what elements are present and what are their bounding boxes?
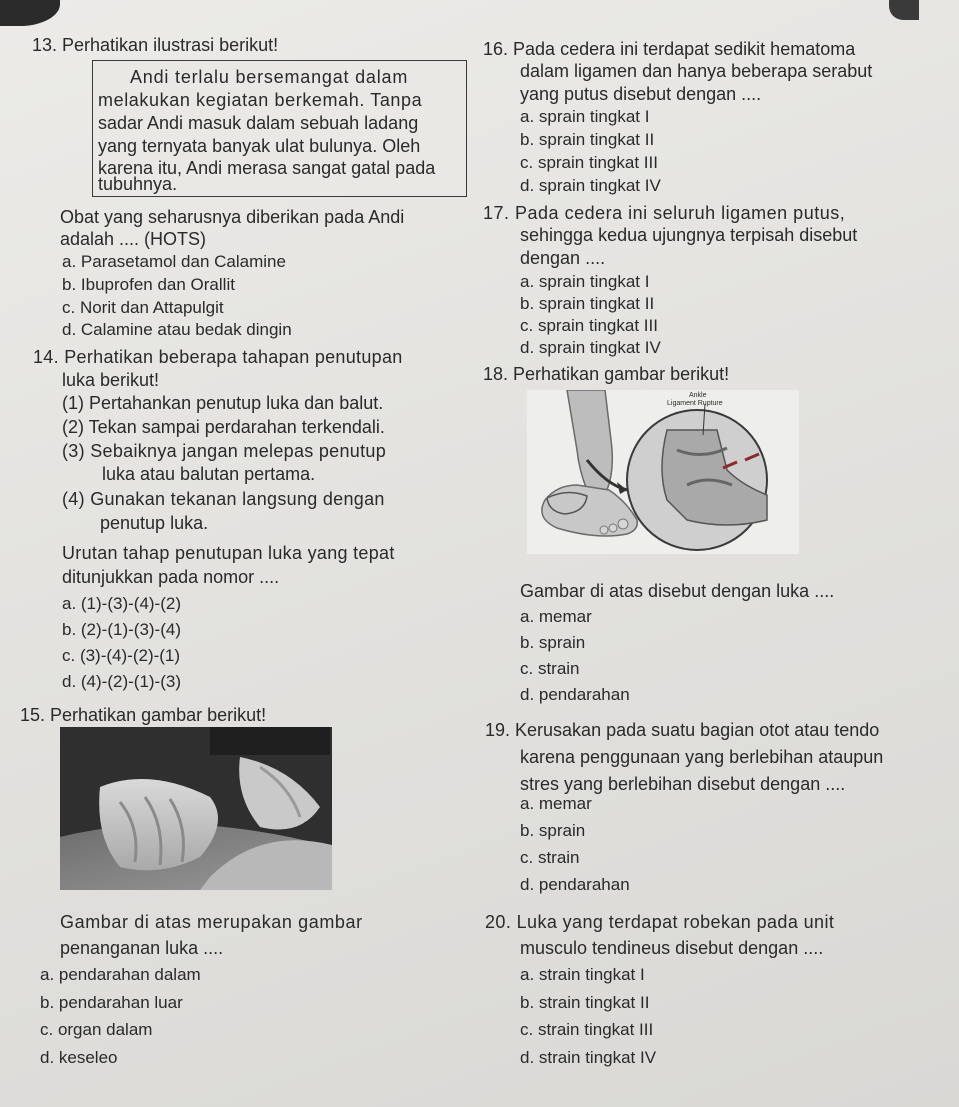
q15-question-line: penanganan luka .... <box>60 938 224 958</box>
q13-story-line: yang ternyata banyak ulat bulunya. Oleh <box>98 136 421 156</box>
q14-step: (3) Sebaiknya jangan melepas penutup <box>62 441 387 461</box>
q14-step-continued: luka atau balutan pertama. <box>102 464 316 484</box>
q14-step: (4) Gunakan tekanan langsung dengan <box>62 489 385 509</box>
q17-option-c[interactable]: c. sprain tingkat III <box>520 316 658 335</box>
q14-title-line: 14. Perhatikan beberapa tahapan penutupan <box>33 347 403 367</box>
q19-option-a[interactable]: a. memar <box>520 794 592 813</box>
q14-question-line: ditunjukkan pada nomor .... <box>62 567 280 587</box>
q18-question: Gambar di atas disebut dengan luka .... <box>520 581 835 601</box>
q13-question-line: Obat yang seharusnya diberikan pada Andi <box>60 207 405 227</box>
q19-option-b[interactable]: b. sprain <box>520 821 586 840</box>
q16-line: dalam ligamen dan hanya beberapa serabut <box>520 61 873 81</box>
q16-line: yang putus disebut dengan .... <box>520 84 762 104</box>
q15-title: 15. Perhatikan gambar berikut! <box>20 705 267 725</box>
q13-option-b[interactable]: b. Ibuprofen dan Orallit <box>62 275 235 294</box>
q18-option-a[interactable]: a. memar <box>520 607 592 626</box>
q17-option-b[interactable]: b. sprain tingkat II <box>520 294 655 313</box>
q20-line: 20. Luka yang terdapat robekan pada unit <box>485 912 835 932</box>
q15-option-c[interactable]: c. organ dalam <box>40 1020 153 1039</box>
q14-option-d[interactable]: d. (4)-(2)-(1)-(3) <box>62 672 181 691</box>
q13-story-line: melakukan kegiatan berkemah. Tanpa <box>98 90 423 110</box>
q15-option-d[interactable]: d. keseleo <box>40 1048 118 1067</box>
q18-option-d[interactable]: d. pendarahan <box>520 685 630 704</box>
q14-title-line: luka berikut! <box>62 370 160 390</box>
page-corner-shadow-right <box>889 0 919 20</box>
q19-line: karena penggunaan yang berlebihan ataupun <box>520 747 884 767</box>
q18-label-ligament-rupture: Ligament Rupture <box>667 400 723 407</box>
q14-option-a[interactable]: a. (1)-(3)-(4)-(2) <box>62 594 181 613</box>
q14-option-c[interactable]: c. (3)-(4)-(2)-(1) <box>62 646 181 665</box>
q20-line: musculo tendineus disebut dengan .... <box>520 938 824 958</box>
q13-option-a[interactable]: a. Parasetamol dan Calamine <box>62 252 286 271</box>
q17-line: dengan .... <box>520 248 606 268</box>
q20-option-a[interactable]: a. strain tingkat I <box>520 965 645 984</box>
q19-option-d[interactable]: d. pendarahan <box>520 875 630 894</box>
q17-line: 17. Pada cedera ini seluruh ligamen putus, <box>483 203 846 223</box>
q14-option-b[interactable]: b. (2)-(1)-(3)-(4) <box>62 620 181 639</box>
q15-option-b[interactable]: b. pendarahan luar <box>40 993 183 1012</box>
q18-label-ankle: Ankle <box>689 392 707 399</box>
q20-option-b[interactable]: b. strain tingkat II <box>520 993 650 1012</box>
q17-option-d[interactable]: d. sprain tingkat IV <box>520 338 661 357</box>
q16-line: 16. Pada cedera ini terdapat sedikit hematoma <box>483 39 856 59</box>
q13-option-d[interactable]: d. Calamine atau bedak dingin <box>62 320 292 339</box>
page-corner-shadow-left <box>0 0 60 26</box>
q18-option-b[interactable]: b. sprain <box>520 633 586 652</box>
q18-option-c[interactable]: c. strain <box>520 659 580 678</box>
q19-line: 19. Kerusakan pada suatu bagian otot atau tendo <box>485 720 880 740</box>
q13-option-c[interactable]: c. Norit dan Attapulgit <box>62 298 224 317</box>
q15-option-a[interactable]: a. pendarahan dalam <box>40 965 201 984</box>
q20-option-d[interactable]: d. strain tingkat IV <box>520 1048 657 1067</box>
q16-option-a[interactable]: a. sprain tingkat I <box>520 107 650 126</box>
q13-story-line: karena itu, Andi merasa sangat gatal pada <box>98 158 436 178</box>
q13-story-line: sadar Andi masuk dalam sebuah ladang <box>98 113 419 133</box>
q19-option-c[interactable]: c. strain <box>520 848 580 867</box>
q14-step: (2) Tekan sampai perdarahan terkendali. <box>62 417 385 437</box>
q19-line: stres yang berlebihan disebut dengan .... <box>520 774 846 794</box>
q13-story-line: tubuhnya. <box>98 174 178 194</box>
q13-question-line: adalah .... (HOTS) <box>60 229 207 249</box>
q16-option-d[interactable]: d. sprain tingkat IV <box>520 176 661 195</box>
q15-question-line: Gambar di atas merupakan gambar <box>60 912 363 932</box>
q14-step: (1) Pertahankan penutup luka dan balut. <box>62 393 384 413</box>
q18-ankle-sprain-illustration <box>527 390 799 554</box>
q18-title: 18. Perhatikan gambar berikut! <box>483 364 730 384</box>
q13-story-line: Andi terlalu bersemangat dalam <box>130 67 409 87</box>
q20-option-c[interactable]: c. strain tingkat III <box>520 1020 654 1039</box>
q17-line: sehingga kedua ujungnya terpisah disebut <box>520 225 858 245</box>
q15-wound-care-photo <box>60 727 332 890</box>
q17-option-a[interactable]: a. sprain tingkat I <box>520 272 650 291</box>
q14-step-continued: penutup luka. <box>100 513 209 533</box>
q16-option-b[interactable]: b. sprain tingkat II <box>520 130 655 149</box>
q13-title: 13. Perhatikan ilustrasi berikut! <box>32 35 279 55</box>
q14-question-line: Urutan tahap penutupan luka yang tepat <box>62 543 395 563</box>
q16-option-c[interactable]: c. sprain tingkat III <box>520 153 658 172</box>
